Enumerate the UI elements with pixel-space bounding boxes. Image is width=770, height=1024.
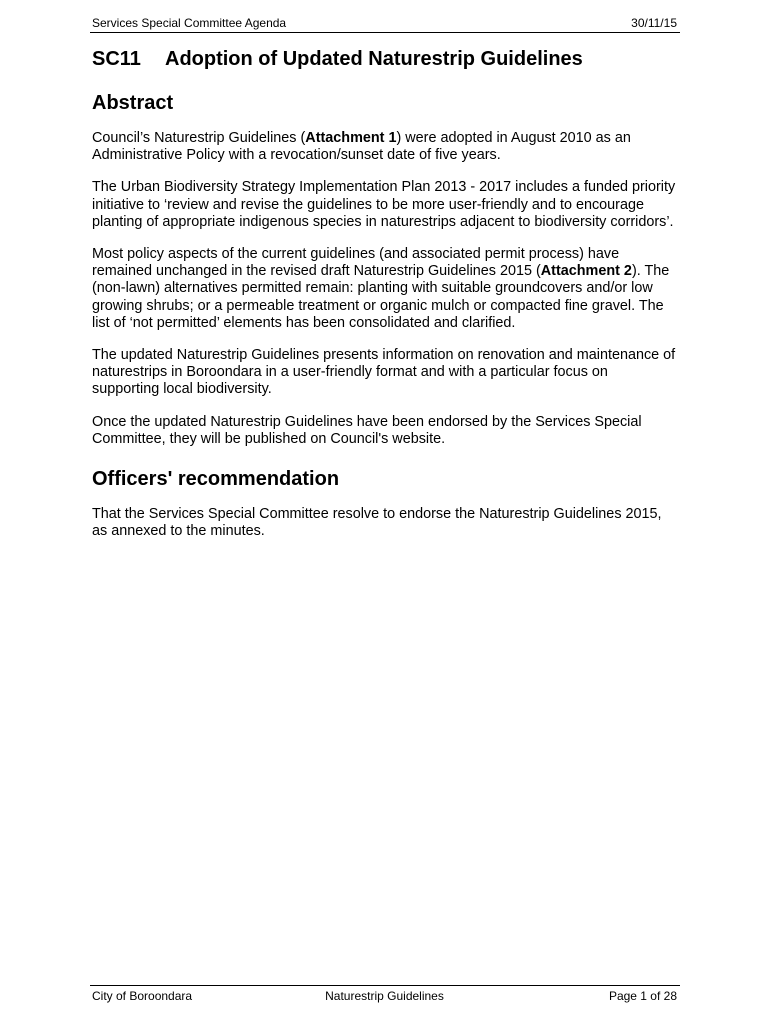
page-content: [92, 46, 678, 555]
recommendation-text: That the Services Special Committee resolve to endorse the Naturestrip Guidelines 2015, as annexed to the minutes.: [92, 506, 662, 540]
p3-text-end: ). The (non-lawn) alternatives permitted remain: planting with suitable groundcovers and/or low growing shrubs; or a permeable treatment or organic mulch or compacted fine gravel. The list of ‘not permitted’ elements has been consolidated and clarified.: [92, 263, 670, 331]
abstract-paragraph-1: [92, 130, 678, 164]
attachment-2-ref: Attachment 2: [540, 263, 632, 280]
p3-text-start: Most policy aspects of the current guidelines (and associated permit process) have remained unchanged in the revised draft Naturestrip Guidelines 2015 (: [92, 246, 620, 280]
recommendation-heading: Officers' recommendation: [92, 468, 340, 491]
running-footer: [92, 989, 677, 1005]
header-date: 30/11/15: [631, 16, 677, 30]
p1-text-start: Council’s Naturestrip Guidelines (: [92, 130, 306, 146]
abstract-paragraph-2: The Urban Biodiversity Strategy Implementation Plan 2013 - 2017 includes a funded priority initiative to ‘review and revise the guidelines to be more user-friendly and to encourage planting of appropriate indigenous species in naturestrips adjacent to biodiversity corridors’.: [92, 179, 676, 230]
item-title: [92, 46, 678, 72]
abstract-paragraph-4: The updated Naturestrip Guidelines presents information on renovation and maintenance of naturestrips in Boroondara in a user-friendly format and with a particular focus on supporting local biodiversity.: [92, 347, 676, 398]
footer-page-number: Page 1 of 28: [608, 989, 677, 1003]
abstract-paragraph-5: Once the updated Naturestrip Guidelines have been endorsed by the Services Special Committee, they will be published on Council's website.: [92, 413, 642, 447]
agenda-title: Services Special Committee Agenda: [92, 16, 287, 30]
running-header: [92, 16, 677, 32]
abstract-paragraph-3: [92, 246, 678, 332]
header-rule: [90, 32, 680, 33]
p1-text-end: ) were adopted in August 2010 as an Administrative Policy with a revocation/sunset date of five years.: [92, 130, 631, 164]
attachment-1-ref: Attachment 1: [305, 130, 397, 146]
footer-document-title: Naturestrip Guidelines: [325, 989, 444, 1003]
item-title-text: Adoption of Updated Naturestrip Guidelines: [165, 48, 583, 70]
footer-rule: [90, 985, 680, 986]
abstract-heading: Abstract: [92, 92, 174, 114]
footer-organisation: City of Boroondara: [92, 989, 193, 1003]
item-code: SC11: [92, 48, 141, 70]
